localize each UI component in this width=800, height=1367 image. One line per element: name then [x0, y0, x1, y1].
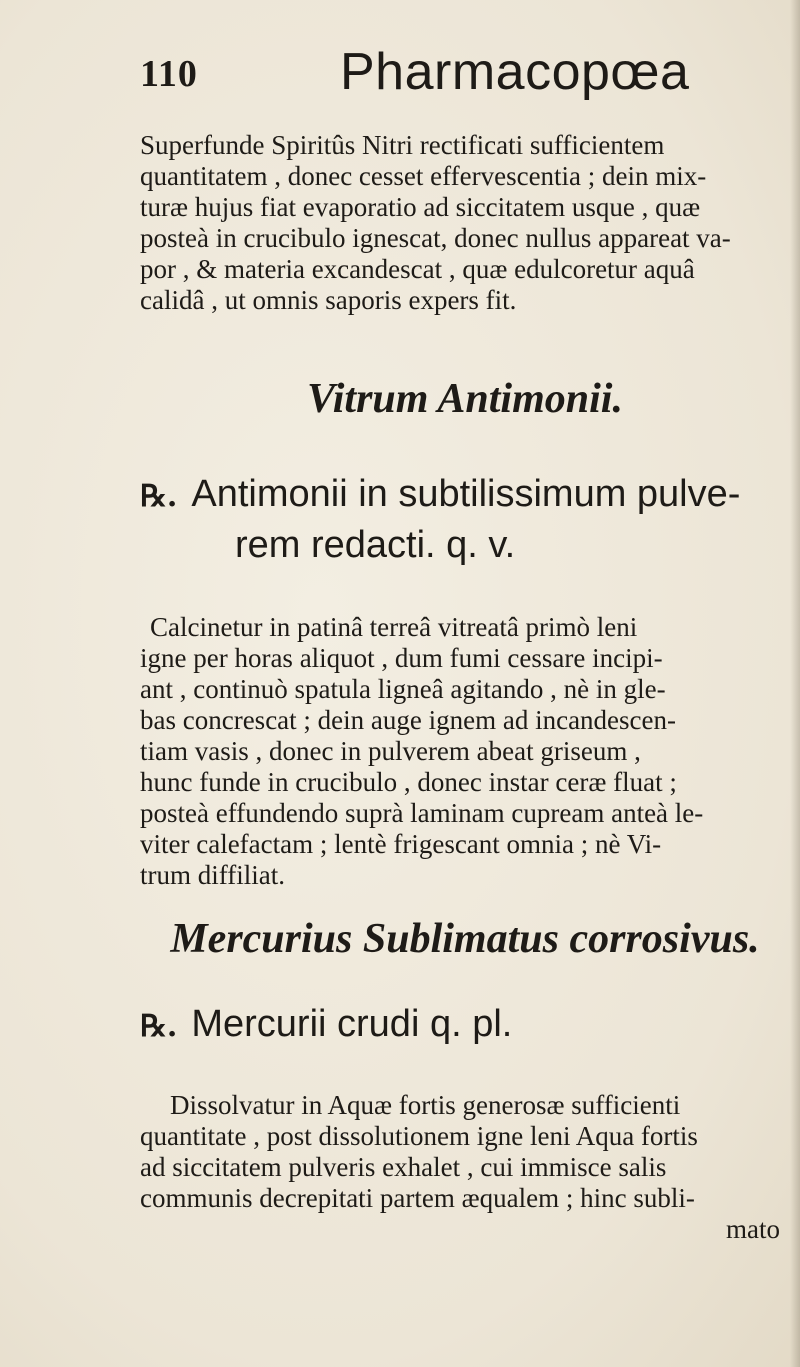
text-line: viter calefactam ; lentè frigescant omnia ; nè Vi- — [140, 829, 662, 859]
text-line: calidâ , ut omnis saporis expers fit. — [140, 285, 517, 315]
recipe-line — [140, 470, 790, 521]
text-line: Superfunde Spiritûs Nitri rectificati sufficientem — [140, 130, 665, 160]
text-line: ant , continuò spatula ligneâ agitando , nè in gle- — [140, 674, 666, 704]
text-line: communis decrepitati partem æqualem ; hinc subli- — [140, 1183, 695, 1213]
page-edge-shadow — [790, 0, 800, 1367]
text-line: posteà in crucibulo ignescat, donec nullus appareat va- — [140, 223, 731, 253]
recipe-symbol: ℞. — [140, 479, 178, 514]
recipe-symbol: ℞. — [140, 1009, 178, 1044]
page-number: 110 — [140, 53, 198, 95]
text-line: igne per horas aliquot , dum fumi cessare incipi- — [140, 643, 663, 673]
recipe-text: Mercurii crudi q. pl. — [191, 1003, 513, 1045]
text-line: turæ hujus fiat evaporatio ad siccitatem usque , quæ — [140, 192, 701, 222]
running-head — [140, 38, 690, 108]
text-line: quantitatem , donec cesset effervescentia ; dein mix- — [140, 161, 707, 191]
text-line: trum diffiliat. — [140, 860, 285, 890]
text-line: posteà effundendo suprà laminam cupream anteà le- — [140, 798, 704, 828]
recipe-line: rem redacti. q. v. — [235, 524, 516, 566]
recipe-line — [140, 1000, 790, 1051]
paragraph-mercurius-sublimatus — [140, 1090, 790, 1245]
text-line: por , & materia excandescat , quæ edulcoretur aquâ — [140, 254, 695, 284]
recipe-vitrum-antimonii — [140, 470, 790, 569]
text-line: hunc funde in crucibulo , donec instar ceræ fluat ; — [140, 767, 677, 797]
recipe-text: Antimonii in subtilissimum pulve- — [191, 473, 741, 515]
paragraph-intro — [140, 130, 790, 316]
text-line: quantitate , post dissolutionem igne leni Aqua fortis — [140, 1121, 698, 1151]
text-line: Calcinetur in patinâ terreâ vitreatâ primò leni — [150, 612, 638, 642]
text-line: tiam vasis , donec in pulverem abeat griseum , — [140, 736, 641, 766]
text-line: bas concrescat ; dein auge ignem ad incandescen- — [140, 705, 677, 735]
paragraph-vitrum-antimonii — [140, 612, 790, 891]
section-heading-mercurius-sublimatus: Mercurius Sublimatus corrosivus. — [170, 916, 760, 962]
text-line: ad siccitatem pulveris exhalet , cui immisce salis — [140, 1152, 667, 1182]
section-heading-vitrum-antimonii: Vitrum Antimonii. — [307, 376, 623, 422]
text-line: Dissolvatur in Aquæ fortis generosæ sufficienti — [170, 1090, 681, 1120]
catchword: mato — [726, 1214, 780, 1244]
recipe-mercurius-sublimatus — [140, 1000, 790, 1051]
running-title: Pharmacopœa — [340, 43, 690, 101]
